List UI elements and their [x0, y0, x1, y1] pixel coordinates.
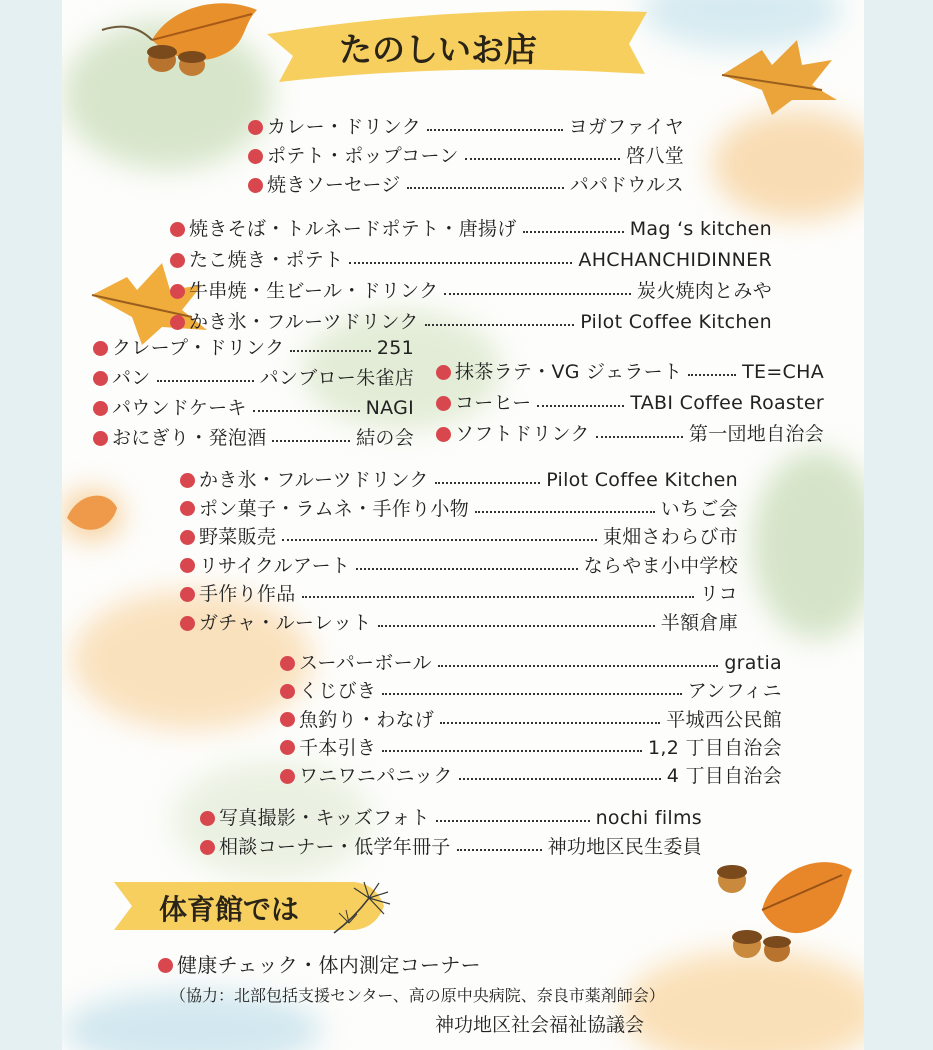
item-label: 千本引き [299, 736, 377, 759]
dot-leader [688, 374, 736, 376]
vendor-label: 啓八堂 [626, 145, 684, 167]
bullet-dot [248, 178, 263, 193]
dandelion-icon [324, 878, 414, 938]
gym-item [158, 954, 481, 976]
flyer-paper [62, 0, 864, 1050]
item-label: 相談コーナー・低学年冊子 [219, 836, 451, 858]
list-item [180, 583, 738, 605]
gym-heading: 体育館では [159, 893, 300, 926]
bullet-dot [170, 284, 185, 299]
item-label: パン [112, 367, 151, 389]
bullet-dot [93, 401, 108, 416]
list-item [170, 311, 772, 333]
dot-leader [438, 665, 718, 667]
list-item [180, 612, 738, 634]
dot-leader [349, 262, 572, 264]
item-label: 焼きソーセージ [267, 174, 401, 196]
vendor-label: TABI Coffee Roaster [630, 392, 824, 414]
bullet-dot [170, 253, 185, 268]
bullet-dot [170, 222, 185, 237]
item-label: ガチャ・ルーレット [199, 612, 372, 634]
bullet-dot [436, 396, 451, 411]
item-label: 野菜販売 [199, 526, 277, 549]
dot-leader [356, 568, 577, 570]
dot-leader [436, 820, 590, 822]
item-label: ソフトドリンク [455, 423, 590, 445]
list-item [280, 652, 782, 674]
dot-leader [425, 324, 574, 326]
watercolor-orange [72, 590, 312, 730]
dot-leader [253, 410, 360, 412]
bullet-dot [248, 120, 263, 135]
watercolor-green [752, 450, 864, 640]
list-item [436, 361, 824, 383]
bullet-dot [180, 530, 195, 545]
item-label: コーヒー [455, 392, 532, 414]
dot-leader [382, 693, 682, 695]
vendor-label: Pilot Coffee Kitchen [580, 311, 772, 333]
item-label: 牛串焼・生ビール・ドリンク [189, 280, 439, 302]
bullet-dot [436, 427, 451, 442]
item-label: ポン菓子・ラムネ・手作り小物 [199, 497, 470, 520]
bullet-dot [170, 315, 185, 330]
list-item [280, 709, 782, 731]
watercolor-orange [712, 110, 864, 220]
dot-leader [440, 722, 660, 724]
dot-leader [457, 849, 542, 851]
organizer: 神功地区社会福祉協議会 [435, 1014, 645, 1036]
bullet-dot [280, 656, 295, 671]
list-item [180, 469, 738, 491]
page-title: たのしいお店 [339, 30, 537, 69]
item-label: ワニワニパニック [299, 765, 453, 788]
item-label: 写真撮影・キッズフォト [219, 807, 430, 829]
list-item [436, 423, 824, 445]
item-label: ポテト・ポップコーン [267, 145, 459, 167]
item-label: おにぎり・発泡酒 [112, 427, 267, 449]
dot-leader [407, 187, 564, 189]
list-item [280, 765, 782, 787]
vendor-label: アンフィニ [687, 680, 782, 703]
dot-leader [378, 625, 655, 627]
vendor-label: ならやま小中学校 [583, 554, 738, 577]
vendor-label: 1,2 丁目自治会 [648, 736, 782, 759]
item-label: パウンドケーキ [112, 397, 247, 419]
vendor-label: 4 丁目自治会 [666, 765, 782, 788]
dot-leader [475, 511, 655, 513]
bullet-dot [180, 501, 195, 516]
item-label: カレー・ドリンク [267, 116, 422, 138]
gym-note: （協力：北部包括支援センター、高の原中央病院、奈良市薬剤師会） [170, 986, 665, 1005]
item-label: たこ焼き・ポテト [189, 249, 344, 271]
bullet-dot [200, 811, 215, 826]
item-label: クレープ・ドリンク [112, 337, 285, 359]
dot-leader [302, 596, 694, 598]
bullet-dot [93, 431, 108, 446]
acorn-icon [692, 850, 864, 970]
bullet-dot [93, 341, 108, 356]
list-item [93, 427, 414, 449]
dot-leader [272, 440, 350, 442]
dot-leader [282, 539, 597, 541]
vendor-label: 神功地区民生委員 [547, 836, 702, 858]
list-item [200, 807, 702, 829]
vendor-label: ヨガファイヤ [568, 116, 684, 138]
bullet-dot [280, 769, 295, 784]
vendor-label: 251 [376, 337, 414, 359]
vendor-label: いちご会 [660, 497, 738, 520]
list-item [93, 397, 414, 419]
item-label: かき氷・フルーツドリンク [199, 469, 429, 491]
dot-leader [444, 293, 631, 295]
list-item [436, 392, 824, 414]
leaf-icon [62, 488, 122, 543]
dot-leader [290, 350, 370, 352]
dot-leader [523, 231, 624, 233]
bullet-dot [436, 365, 451, 380]
list-item [280, 680, 782, 702]
dot-leader [427, 129, 563, 131]
vendor-label: gratia [724, 652, 782, 674]
list-item [170, 218, 772, 240]
item-label: スーパーボール [299, 652, 432, 674]
list-item [93, 367, 414, 389]
leaf-icon [92, 0, 282, 90]
item-label: 魚釣り・わなげ [299, 708, 435, 731]
vendor-label: リコ [699, 583, 738, 606]
vendor-label: Pilot Coffee Kitchen [546, 469, 738, 491]
vendor-label: Mag ‘s kitchen [629, 218, 772, 240]
vendor-label: 結の会 [356, 427, 414, 449]
bullet-dot [280, 740, 295, 755]
vendor-label: 炭火焼肉とみや [636, 280, 772, 302]
vendor-label: NAGI [365, 397, 414, 419]
leaf-icon [702, 30, 862, 120]
bullet-dot [93, 371, 108, 386]
vendor-label: 平城西公民館 [666, 708, 782, 731]
bullet-dot [180, 616, 195, 631]
bullet-dot [248, 149, 263, 164]
dot-leader [382, 750, 642, 752]
list-item [180, 526, 738, 548]
list-item [180, 555, 738, 577]
dot-leader [537, 405, 624, 407]
list-item [170, 280, 772, 302]
list-item [248, 174, 684, 196]
vendor-label: nochi films [595, 807, 702, 829]
list-item [170, 249, 772, 271]
item-label: 抹茶ラテ・VG ジェラート [455, 361, 683, 383]
vendor-label: パンブロー朱雀店 [259, 367, 414, 389]
bullet-dot [180, 473, 195, 488]
list-item [248, 116, 684, 138]
bullet-dot [180, 558, 195, 573]
vendor-label: 第一団地自治会 [688, 423, 824, 445]
item-label: くじびき [299, 680, 377, 703]
gym-item-label: 健康チェック・体内測定コーナー [177, 953, 481, 977]
item-label: 手作り作品 [199, 583, 296, 606]
bullet-dot [158, 958, 173, 973]
dot-leader [157, 380, 254, 382]
bullet-dot [280, 712, 295, 727]
dot-leader [459, 778, 661, 780]
list-item [280, 737, 782, 759]
list-item [248, 145, 684, 167]
vendor-label: AHCHANCHIDINNER [578, 249, 772, 271]
vendor-label: 東畑さわらび市 [602, 526, 738, 549]
bullet-dot [280, 684, 295, 699]
item-label: 焼きそば・トルネードポテト・唐揚げ [189, 218, 517, 240]
vendor-label: 半額倉庫 [660, 612, 738, 634]
dot-leader [465, 158, 620, 160]
bullet-dot [180, 587, 195, 602]
vendor-label: TE=CHA [742, 361, 824, 383]
title-banner [267, 4, 647, 82]
bullet-dot [200, 840, 215, 855]
item-label: リサイクルアート [199, 554, 351, 577]
dot-leader [435, 482, 540, 484]
list-item [200, 836, 702, 858]
item-label: かき氷・フルーツドリンク [189, 311, 419, 333]
list-item [180, 498, 738, 520]
vendor-label: パパドウルス [569, 174, 684, 196]
list-item [93, 337, 414, 359]
dot-leader [596, 436, 683, 438]
